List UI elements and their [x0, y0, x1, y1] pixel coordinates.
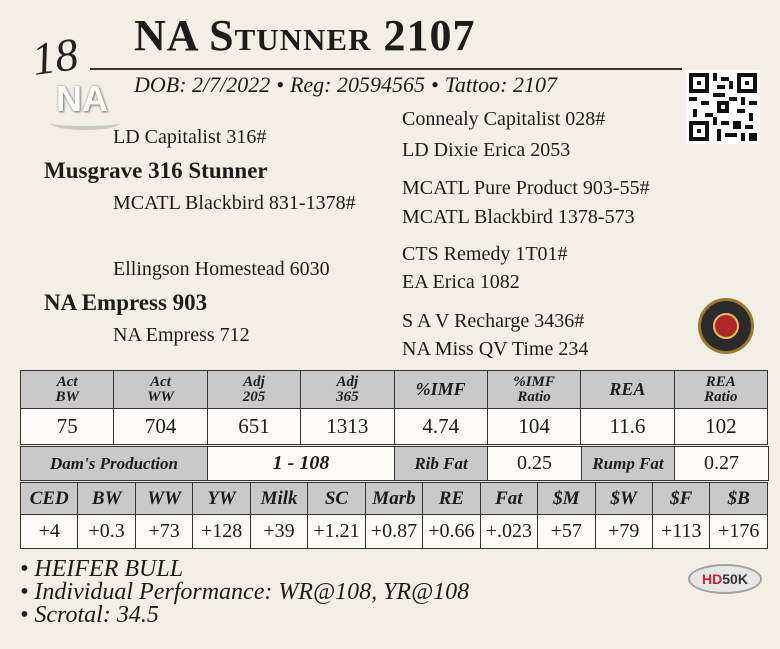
epd-value: +0.66 [423, 515, 480, 549]
performance-values-row [21, 409, 768, 445]
perf-header: REA Ratio [674, 371, 767, 409]
dam-sire: Ellingson Homestead 6030 [113, 258, 330, 280]
perf-header: Adj 365 [301, 371, 394, 409]
dam-production-label: Dam's Production [21, 447, 208, 481]
epd-header: Marb [365, 483, 422, 515]
epd-header-row [21, 483, 768, 515]
epd-header: RE [423, 483, 480, 515]
dam-dam-dam: NA Miss QV Time 234 [402, 338, 589, 360]
epd-value: +4 [21, 515, 78, 549]
epd-header: SC [308, 483, 365, 515]
epd-header: Fat [480, 483, 537, 515]
epd-value: +0.87 [365, 515, 422, 549]
rib-fat-label: Rib Fat [395, 447, 488, 481]
qr-code[interactable] [686, 70, 760, 144]
perf-value: 4.74 [394, 409, 487, 445]
note-item: • Individual Performance: WR@108, YR@108 [20, 579, 470, 605]
dam-dam-sire: S A V Recharge 3436# [402, 310, 585, 332]
dam-dam: NA Empress 712 [113, 324, 250, 346]
dam-production-row [21, 447, 769, 481]
epd-header: $M [538, 483, 595, 515]
epd-header: $B [710, 483, 768, 515]
sire-sire-sire: Connealy Capitalist 028# [402, 108, 606, 130]
sire-sire-dam: LD Dixie Erica 2053 [402, 139, 571, 161]
seal-emblem [713, 313, 739, 339]
epd-value: +39 [250, 515, 307, 549]
registration: Reg: 20594565 [289, 72, 425, 97]
performance-header-row [21, 371, 768, 409]
notes-list [20, 558, 469, 627]
epd-table [20, 482, 768, 549]
dam-sire-dam: EA Erica 1082 [402, 271, 520, 293]
association-seal-icon [698, 298, 754, 354]
epd-value: +.023 [480, 515, 537, 549]
dob: DOB: 2/7/2022 [134, 72, 271, 97]
epd-value: +57 [538, 515, 595, 549]
rump-fat-label: Rump Fat [582, 447, 675, 481]
epd-value: +79 [595, 515, 652, 549]
perf-header: %IMF Ratio [487, 371, 580, 409]
perf-header: REA [581, 371, 674, 409]
performance-table [20, 370, 768, 445]
animal-name: NA Stunner 2107 [134, 11, 476, 60]
perf-value: 104 [487, 409, 580, 445]
title-divider [90, 68, 682, 70]
epd-header: BW [78, 483, 135, 515]
epd-value: +176 [710, 515, 768, 549]
epd-value: +128 [193, 515, 250, 549]
epd-header: $F [652, 483, 709, 515]
sire-dam-sire: MCATL Pure Product 903-55# [402, 177, 650, 199]
logo-swoosh [50, 116, 120, 130]
perf-value: 75 [21, 409, 114, 445]
epd-values-row [21, 515, 768, 549]
note-item: • Scrotal: 34.5 [20, 602, 159, 628]
epd-header: CED [21, 483, 78, 515]
note-item: • HEIFER BULL [20, 556, 184, 582]
dam-production-table [20, 446, 769, 481]
perf-header: %IMF [394, 371, 487, 409]
epd-value: +1.21 [308, 515, 365, 549]
sire-dam: MCATL Blackbird 831-1378# [113, 192, 356, 214]
hd50k-logo: HD50K [688, 564, 762, 594]
rump-fat-value: 0.27 [675, 447, 769, 481]
perf-value: 1313 [301, 409, 394, 445]
epd-value: +113 [652, 515, 709, 549]
perf-value: 11.6 [581, 409, 674, 445]
epd-value: +0.3 [78, 515, 135, 549]
lot-number: 18 [28, 28, 82, 85]
sire-sire: LD Capitalist 316# [113, 126, 267, 148]
perf-value: 102 [674, 409, 767, 445]
dam-sire-sire: CTS Remedy 1T01# [402, 243, 568, 265]
epd-header: $W [595, 483, 652, 515]
perf-header: Adj 205 [207, 371, 300, 409]
na-logo-text: NA [56, 78, 108, 119]
sire-dam-dam: MCATL Blackbird 1378-573 [402, 206, 635, 228]
rib-fat-value: 0.25 [488, 447, 582, 481]
perf-value: 651 [207, 409, 300, 445]
sire: Musgrave 316 Stunner [44, 158, 268, 183]
epd-header: Milk [250, 483, 307, 515]
tattoo: Tattoo: 2107 [444, 72, 557, 97]
epd-value: +73 [135, 515, 192, 549]
epd-header: WW [135, 483, 192, 515]
perf-header: Act BW [21, 371, 114, 409]
perf-header: Act WW [114, 371, 207, 409]
epd-header: YW [193, 483, 250, 515]
na-logo [50, 80, 120, 130]
id-line: DOB: 2/7/2022 • Reg: 20594565 • Tattoo: 2107 [134, 72, 557, 97]
dam-production-value: 1 - 108 [208, 447, 395, 481]
perf-value: 704 [114, 409, 207, 445]
dam: NA Empress 903 [44, 290, 208, 315]
